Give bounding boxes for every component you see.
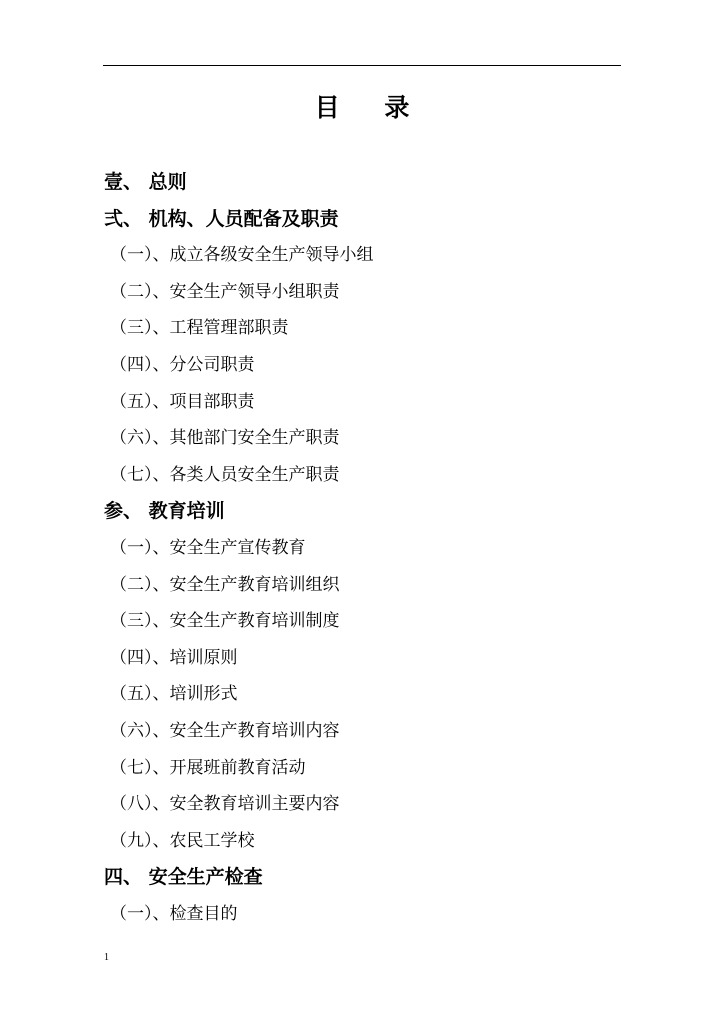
toc-section-entry[interactable]: （一）、成立各级安全生产领导小组 xyxy=(110,245,374,266)
toc-section-entry[interactable]: （五）、培训形式 xyxy=(110,684,238,705)
toc-chapter-entry[interactable]: 壹、 总则 xyxy=(104,171,187,193)
toc-section-entry[interactable]: （四）、培训原则 xyxy=(110,647,238,668)
toc-chapter-entry[interactable]: 四、 安全生产检查 xyxy=(104,866,263,889)
toc-section-entry[interactable]: （四）、分公司职责 xyxy=(110,354,255,375)
toc-section-entry[interactable]: （二）、安全生产领导小组职责 xyxy=(110,281,340,302)
toc-section-entry[interactable]: （八）、安全教育培训主要内容 xyxy=(110,794,340,815)
toc-section-entry[interactable]: （六）、安全生产教育培训内容 xyxy=(110,720,340,741)
toc-section-entry[interactable]: （三）、安全生产教育培训制度 xyxy=(110,611,340,632)
toc-section-entry[interactable]: （七）、各类人员安全生产职责 xyxy=(110,464,340,485)
toc-section-entry[interactable]: （三）、工程管理部职责 xyxy=(110,318,289,339)
header-rule xyxy=(103,65,621,66)
toc-section-entry[interactable]: （七）、开展班前教育活动 xyxy=(110,757,306,778)
toc-section-entry[interactable]: （九）、农民工学校 xyxy=(110,830,255,851)
toc-section-entry[interactable]: （六）、其他部门安全生产职责 xyxy=(110,428,340,449)
page-title: 目 录 xyxy=(314,93,428,122)
toc-section-entry[interactable]: （一）、检查目的 xyxy=(110,903,238,924)
toc-chapter-entry[interactable]: 弍、 机构、人员配备及职责 xyxy=(104,207,339,230)
toc-section-entry[interactable]: （一）、安全生产宣传教育 xyxy=(110,537,306,558)
toc-section-entry[interactable]: （二）、安全生产教育培训组织 xyxy=(110,574,340,595)
table-of-contents xyxy=(0,164,724,932)
toc-chapter-entry[interactable]: 参、 教育培训 xyxy=(104,500,225,523)
toc-section-entry[interactable]: （五）、项目部职责 xyxy=(110,391,255,412)
page-number: 1 xyxy=(104,952,109,963)
